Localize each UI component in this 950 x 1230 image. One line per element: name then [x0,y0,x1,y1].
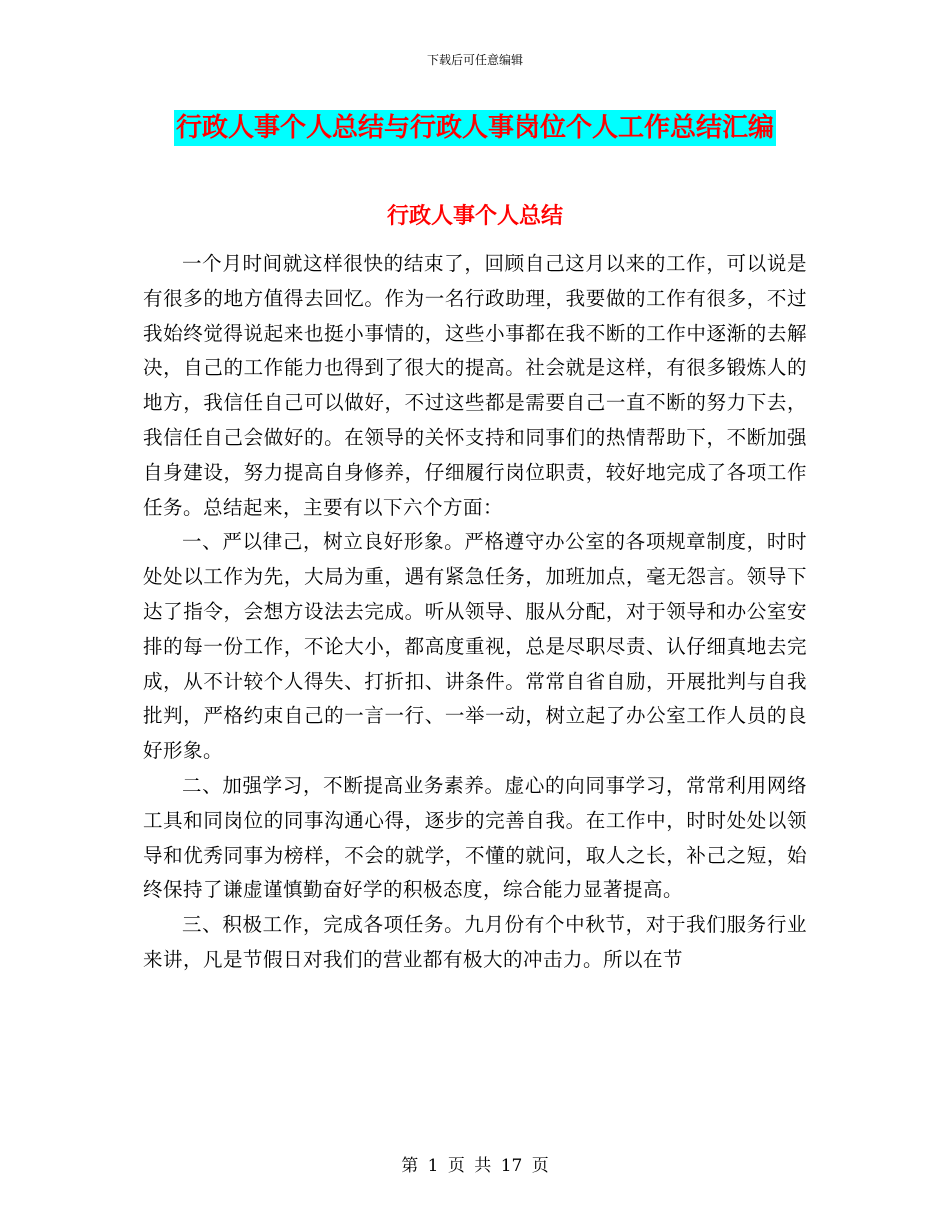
page-number-footer: 第 1 页 共 17 页 [401,1156,549,1176]
document-title-container [0,110,950,146]
paragraph: 一、严以律己，树立良好形象。严格遵守办公室的各项规章制度，时时处处以工作为先，大局为重，遇有紧急任务，加班加点，毫无怨言。领导下达了指令，会想方设法去完成。听从领导、服从分配，对于领导和办公室安排的每一份工作，不论大小，都高度重视，总是尽职尽责、认仔细真地去完成，从不计较个人得失、打折扣、讲条件。常常自省自励，开展批判与自我批判，严格约束自己的一言一行、一举一动，树立起了办公室工作人员的良好形象。 [143,530,807,763]
document-title: 行政人事个人总结与行政人事岗位个人工作总结汇编 [174,110,776,146]
paragraph: 二、加强学习，不断提高业务素养。虚心的向同事学习，常常利用网络工具和同岗位的同事沟通心得，逐步的完善自我。在工作中，时时处处以领导和优秀同事为榜样，不会的就学，不懂的就问，取人之长，补己之短，始终保持了谦虚谨慎勤奋好学的积极态度，综合能力显著提高。 [143,773,807,902]
paragraph: 一个月时间就这样很快的结束了，回顾自己这月以来的工作，可以说是有很多的地方值得去回忆。作为一名行政助理，我要做的工作有很多，不过我始终觉得说起来也挺小事情的，这些小事都在我不断的工作中逐渐的去解决，自己的工作能力也得到了很大的提高。社会就是这样，有很多锻炼人的地方，我信任自己可以做好，不过这些都是需要自己一直不断的努力下去，我信任自己会做好的。在领导的关怀支持和同事们的热情帮助下，不断加强自身建设，努力提高自身修养，仔细履行岗位职责，较好地完成了各项工作任务。总结起来，主要有以下六个方面： [143,252,807,519]
document-body [143,247,807,978]
page-header-note: 下载后可任意编辑 [426,53,523,67]
section-title: 行政人事个人总结 [386,203,563,229]
paragraph: 三、积极工作，完成各项任务。九月份有个中秋节，对于我们服务行业来讲，凡是节假日对我们的营业都有极大的冲击力。所以在节 [143,913,807,971]
